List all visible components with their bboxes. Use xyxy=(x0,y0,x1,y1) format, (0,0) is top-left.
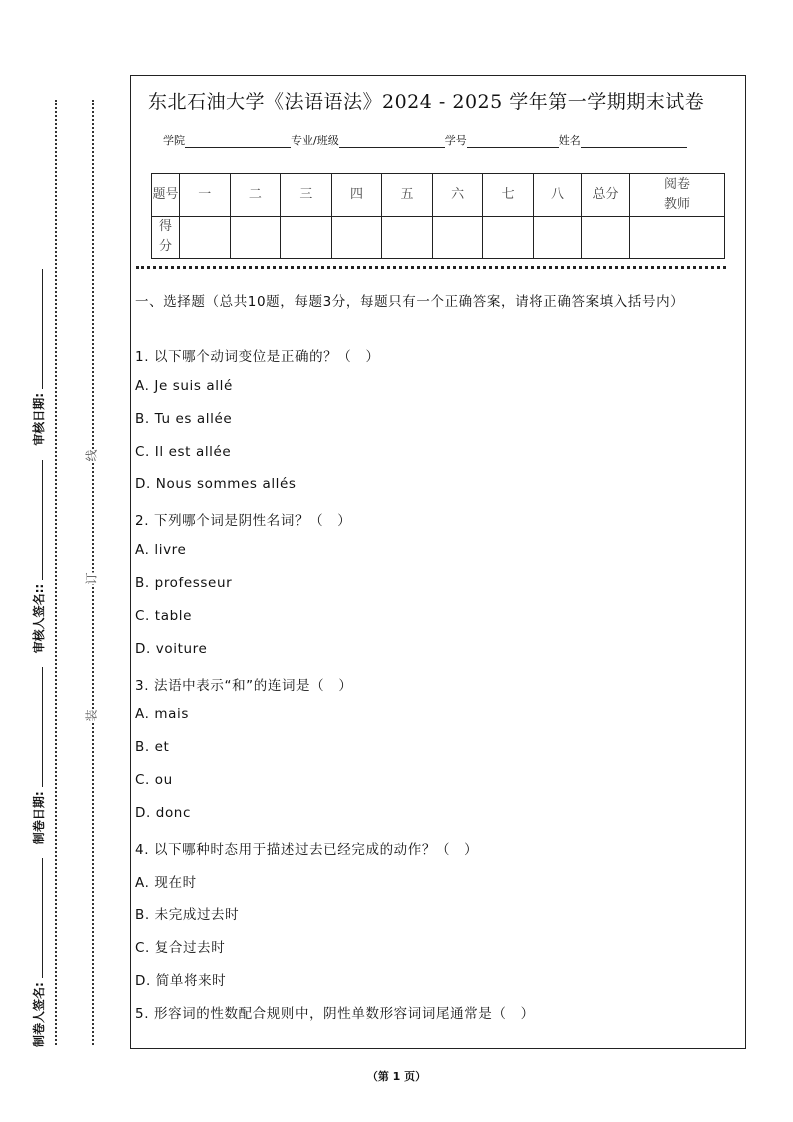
signature-margin xyxy=(28,97,48,1047)
major-label: 专业/班级 xyxy=(291,134,339,147)
score-table xyxy=(151,173,725,259)
student-info xyxy=(163,132,687,148)
score-cell[interactable] xyxy=(230,216,281,259)
binding-ding: 订 xyxy=(84,572,99,585)
reviewer-sign-field[interactable] xyxy=(33,460,43,580)
score-cell[interactable] xyxy=(582,216,630,259)
answer-option: C. 复合过去时 xyxy=(135,940,226,957)
major-field[interactable] xyxy=(339,134,445,148)
page-number: （第 1 页） xyxy=(366,1070,427,1083)
header-cell: 八 xyxy=(534,174,582,217)
score-cell[interactable] xyxy=(483,216,534,259)
divider xyxy=(136,266,726,269)
header-cell: 四 xyxy=(331,174,382,217)
answer-option: A. livre xyxy=(135,542,187,559)
score-cell[interactable] xyxy=(180,216,231,259)
maker-sign-field[interactable] xyxy=(33,858,43,978)
name-field[interactable] xyxy=(581,134,687,148)
answer-option: A. mais xyxy=(135,706,189,723)
section-heading: 一、选择题（总共10题，每题3分，每题只有一个正确答案，请将正确答案填入括号内） xyxy=(135,294,685,310)
header-cell: 三 xyxy=(281,174,332,217)
answer-option: D. 简单将来时 xyxy=(135,973,227,990)
score-cell[interactable] xyxy=(630,216,725,259)
name-label: 姓名 xyxy=(558,134,581,147)
score-header-row xyxy=(152,174,725,217)
answer-option: B. et xyxy=(135,739,170,756)
maker-date-label: 制卷日期: xyxy=(31,791,46,845)
score-cell[interactable] xyxy=(534,216,582,259)
review-date-label: 审核日期: xyxy=(31,392,46,446)
answer-option: C. Il est allée xyxy=(135,443,232,460)
answer-option: B. 未完成过去时 xyxy=(135,907,240,924)
student-id-field[interactable] xyxy=(467,134,559,148)
score-cell[interactable] xyxy=(432,216,483,259)
maker-date-field[interactable] xyxy=(33,667,43,787)
maker-sign-label: 制卷人签名: xyxy=(31,982,46,1047)
binding-xian: 线 xyxy=(84,449,99,462)
question-text: 4. 以下哪种时态用于描述过去已经完成的动作？（ ） xyxy=(135,841,479,858)
question-text: 2. 下列哪个词是阴性名词？（ ） xyxy=(135,513,352,530)
answer-option: C. ou xyxy=(135,772,173,789)
answer-option: D. voiture xyxy=(135,640,208,657)
question-text: 5. 形容词的性数配合规则中，阴性单数形容词词尾通常是（ ） xyxy=(135,1006,535,1022)
header-cell: 六 xyxy=(432,174,483,217)
reviewer-sign-label: 审核人签名:: xyxy=(31,583,46,654)
exam-title: 东北石油大学《法语语法》2024 - 2025 学年第一学期期末试卷 xyxy=(148,91,705,113)
header-cell: 七 xyxy=(483,174,534,217)
question-text: 1. 以下哪个动词变位是正确的？（ ） xyxy=(135,349,380,365)
college-field[interactable] xyxy=(185,134,291,148)
answer-option: B. professeur xyxy=(135,574,233,591)
college-label: 学院 xyxy=(163,134,185,147)
student-id-label: 学号 xyxy=(444,134,467,147)
score-cell[interactable] xyxy=(382,216,433,259)
header-cell: 五 xyxy=(382,174,433,217)
score-cell[interactable] xyxy=(331,216,382,259)
answer-option: B. Tu es allée xyxy=(135,410,233,427)
header-cell: 阅卷教师 xyxy=(630,174,725,217)
header-cell: 一 xyxy=(180,174,231,217)
answer-option: D. Nous sommes allés xyxy=(135,476,297,493)
margin-dotted-line xyxy=(55,100,57,1045)
header-cell: 总分 xyxy=(582,174,630,217)
row-label: 得分 xyxy=(152,216,180,259)
answer-option: A. Je suis allé xyxy=(135,377,233,394)
answer-option: A. 现在时 xyxy=(135,874,197,891)
header-cell: 题号 xyxy=(152,174,180,217)
header-cell: 二 xyxy=(230,174,281,217)
review-date-field[interactable] xyxy=(33,269,43,389)
answer-option: D. donc xyxy=(135,804,191,821)
binding-zhuang: 装 xyxy=(84,709,99,722)
question-text: 3. 法语中表示“和”的连词是（ ） xyxy=(135,677,353,694)
score-cell[interactable] xyxy=(281,216,332,259)
score-row xyxy=(152,216,725,259)
answer-option: C. table xyxy=(135,607,193,624)
